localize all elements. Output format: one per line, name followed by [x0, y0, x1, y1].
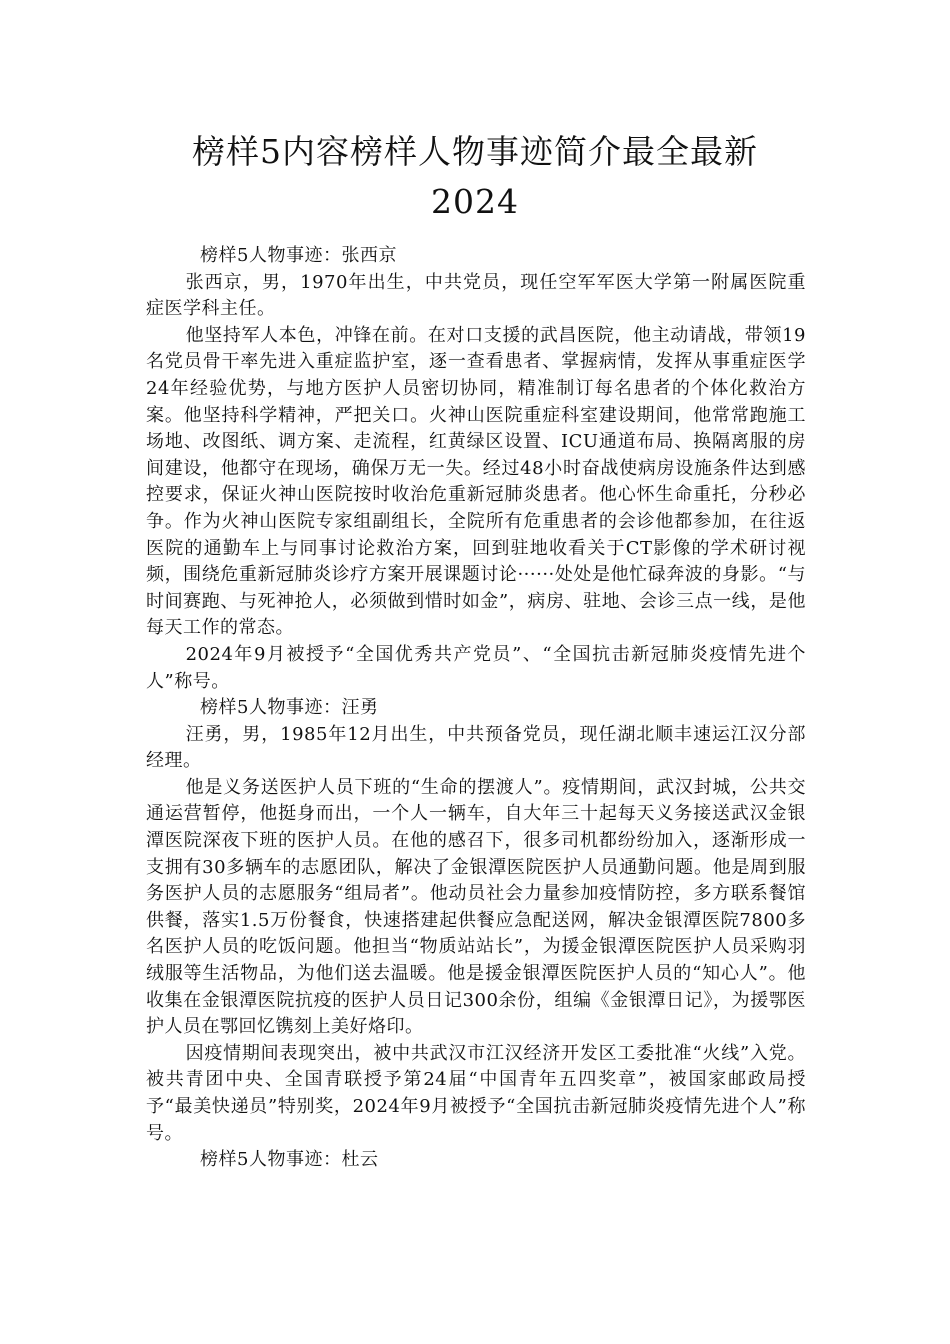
- paragraph-wang-deeds: 他是义务送医护人员下班的“生命的摆渡人”。疫情期间，武汉封城，公共交通运营暂停，他挺身而出，一个人一辆车，自大年三十起每天义务接送武汉金银潭医院深夜下班的医护人员。在他的感召下，很多司机都纷纷加入，逐渐形成一支拥有30多辆车的志愿团队，解决了金银潭医院医护人员通勤问题。他是周到服务医护人员的志愿服务“组局者”。他动员社会力量参加疫情防控，多方联系餐馆供餐，落实1.5万份餐食，快速搭建起供餐应急配送网，解决金银潭医院7800多名医护人员的吃饭问题。他担当“物质站站长”，为援金银潭医院医护人员采购羽绒服等生活物品，为他们送去温暖。他是援金银潭医院医护人员的“知心人”。他收集在金银潭医院抗疫的医护人员日记300余份，组编《金银潭日记》，为援鄂医护人员在鄂回忆镌刻上美好烙印。: [146, 776, 806, 1038]
- paragraph-wang-intro: 汪勇，男，1985年12月出生，中共预备党员，现任湖北顺丰速运江汉分部经理。: [146, 723, 806, 772]
- paragraph-zhang-deeds: 他坚持军人本色，冲锋在前。在对口支援的武昌医院，他主动请战，带领19名党员骨干率先进入重症监护室，逐一查看患者、掌握病情，发挥从事重症医学24年经验优势，与地方医护人员密切协同，精准制订每名患者的个体化救治方案。他坚持科学精神，严把关口。火神山医院重症科室建设期间，他常常跑施工场地、改图纸、调方案、走流程，红黄绿区设置、ICU通道布局、换隔离服的房间建设，他都守在现场，确保万无一失。经过48小时奋战使病房设施条件达到感控要求，保证火神山医院按时收治危重新冠肺炎患者。他心怀生命重托，分秒必争。作为火神山医院专家组副组长，全院所有危重患者的会诊他都参加，在往返医院的通勤车上与同事讨论救治方案，回到驻地收看关于CT影像的学术研讨视频，围绕危重新冠肺炎诊疗方案开展课题讨论······处处是他忙碌奔波的身影。“与时间赛跑、与死神抢人，必须做到惜时如金”，病房、驻地、会诊三点一线，是他每天工作的常态。: [146, 324, 806, 639]
- document-body: [146, 243, 806, 1174]
- document-title-line-1: 榜样5内容榜样人物事迹简介最全最新: [192, 132, 758, 171]
- section-heading-wang-yong: 榜样5人物事迹：汪勇: [200, 697, 379, 719]
- section-heading-zhang-xijing: 榜样5人物事迹：张西京: [200, 245, 397, 266]
- section-heading-du-yun: 榜样5人物事迹：杜云: [200, 1149, 379, 1171]
- paragraph-zhang-honors: 2024年9月被授予“全国优秀共产党员”、“全国抗击新冠肺炎疫情先进个人”称号。: [146, 643, 806, 692]
- paragraph-wang-honors: 因疫情期间表现突出，被中共武汉市江汉经济开发区工委批准“火线”入党。被共青团中央、全国青联授予第24届“中国青年五四奖章”，被国家邮政局授予“最美快递员”特别奖，2024年9月被授予“全国抗击新冠肺炎疫情先进个人”称号。: [146, 1042, 806, 1144]
- document-title-line-2: 2024: [431, 182, 519, 221]
- paragraph-zhang-intro: 张西京，男，1970年出生，中共党员，现任空军军医大学第一附属医院重症医学科主任。: [146, 271, 806, 320]
